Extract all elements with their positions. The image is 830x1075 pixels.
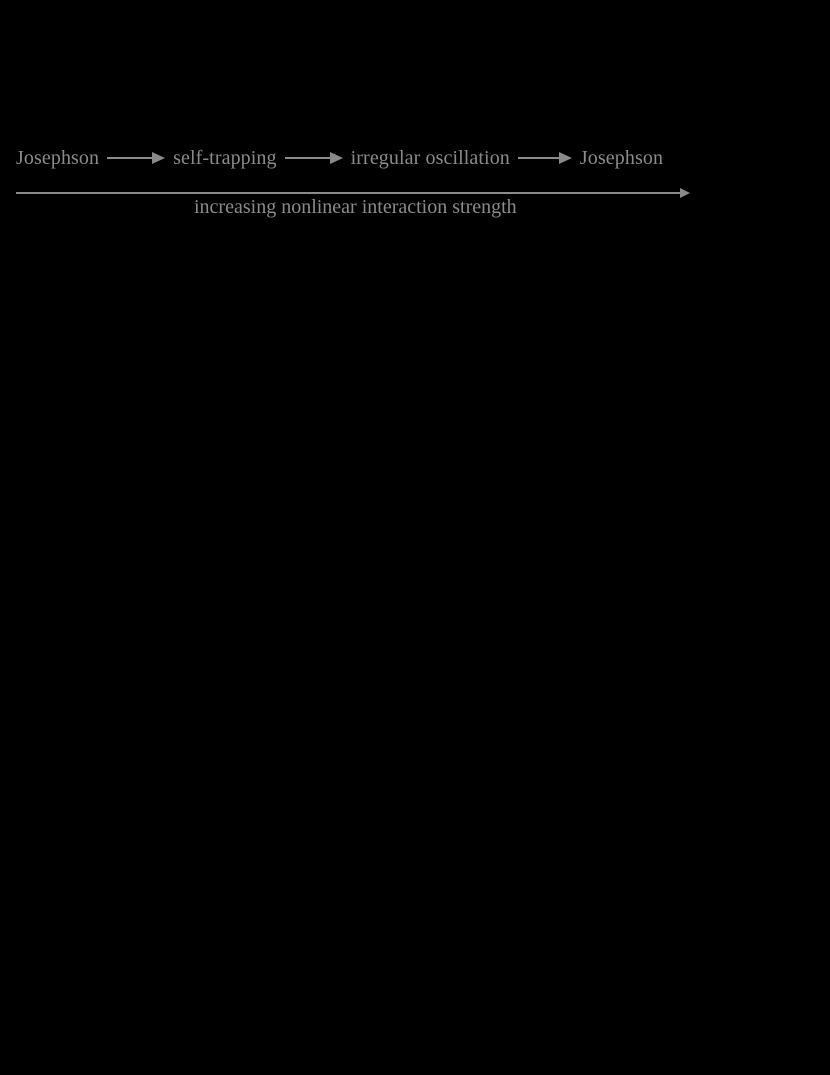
arrow-right-icon-1 xyxy=(107,152,165,164)
arrow-right-icon-3 xyxy=(518,152,572,164)
stage-label-irregular-oscillation: irregular oscillation xyxy=(350,147,510,169)
phase-sequence-flow xyxy=(16,148,716,168)
stage-label-self-trapping: self-trapping xyxy=(173,147,277,169)
arrow-right-icon-2 xyxy=(285,152,343,164)
axis-caption: increasing nonlinear interaction strength xyxy=(194,196,517,218)
stage-label-josephson-initial: Josephson xyxy=(16,147,100,169)
stage-label-josephson-final: Josephson xyxy=(579,147,664,169)
